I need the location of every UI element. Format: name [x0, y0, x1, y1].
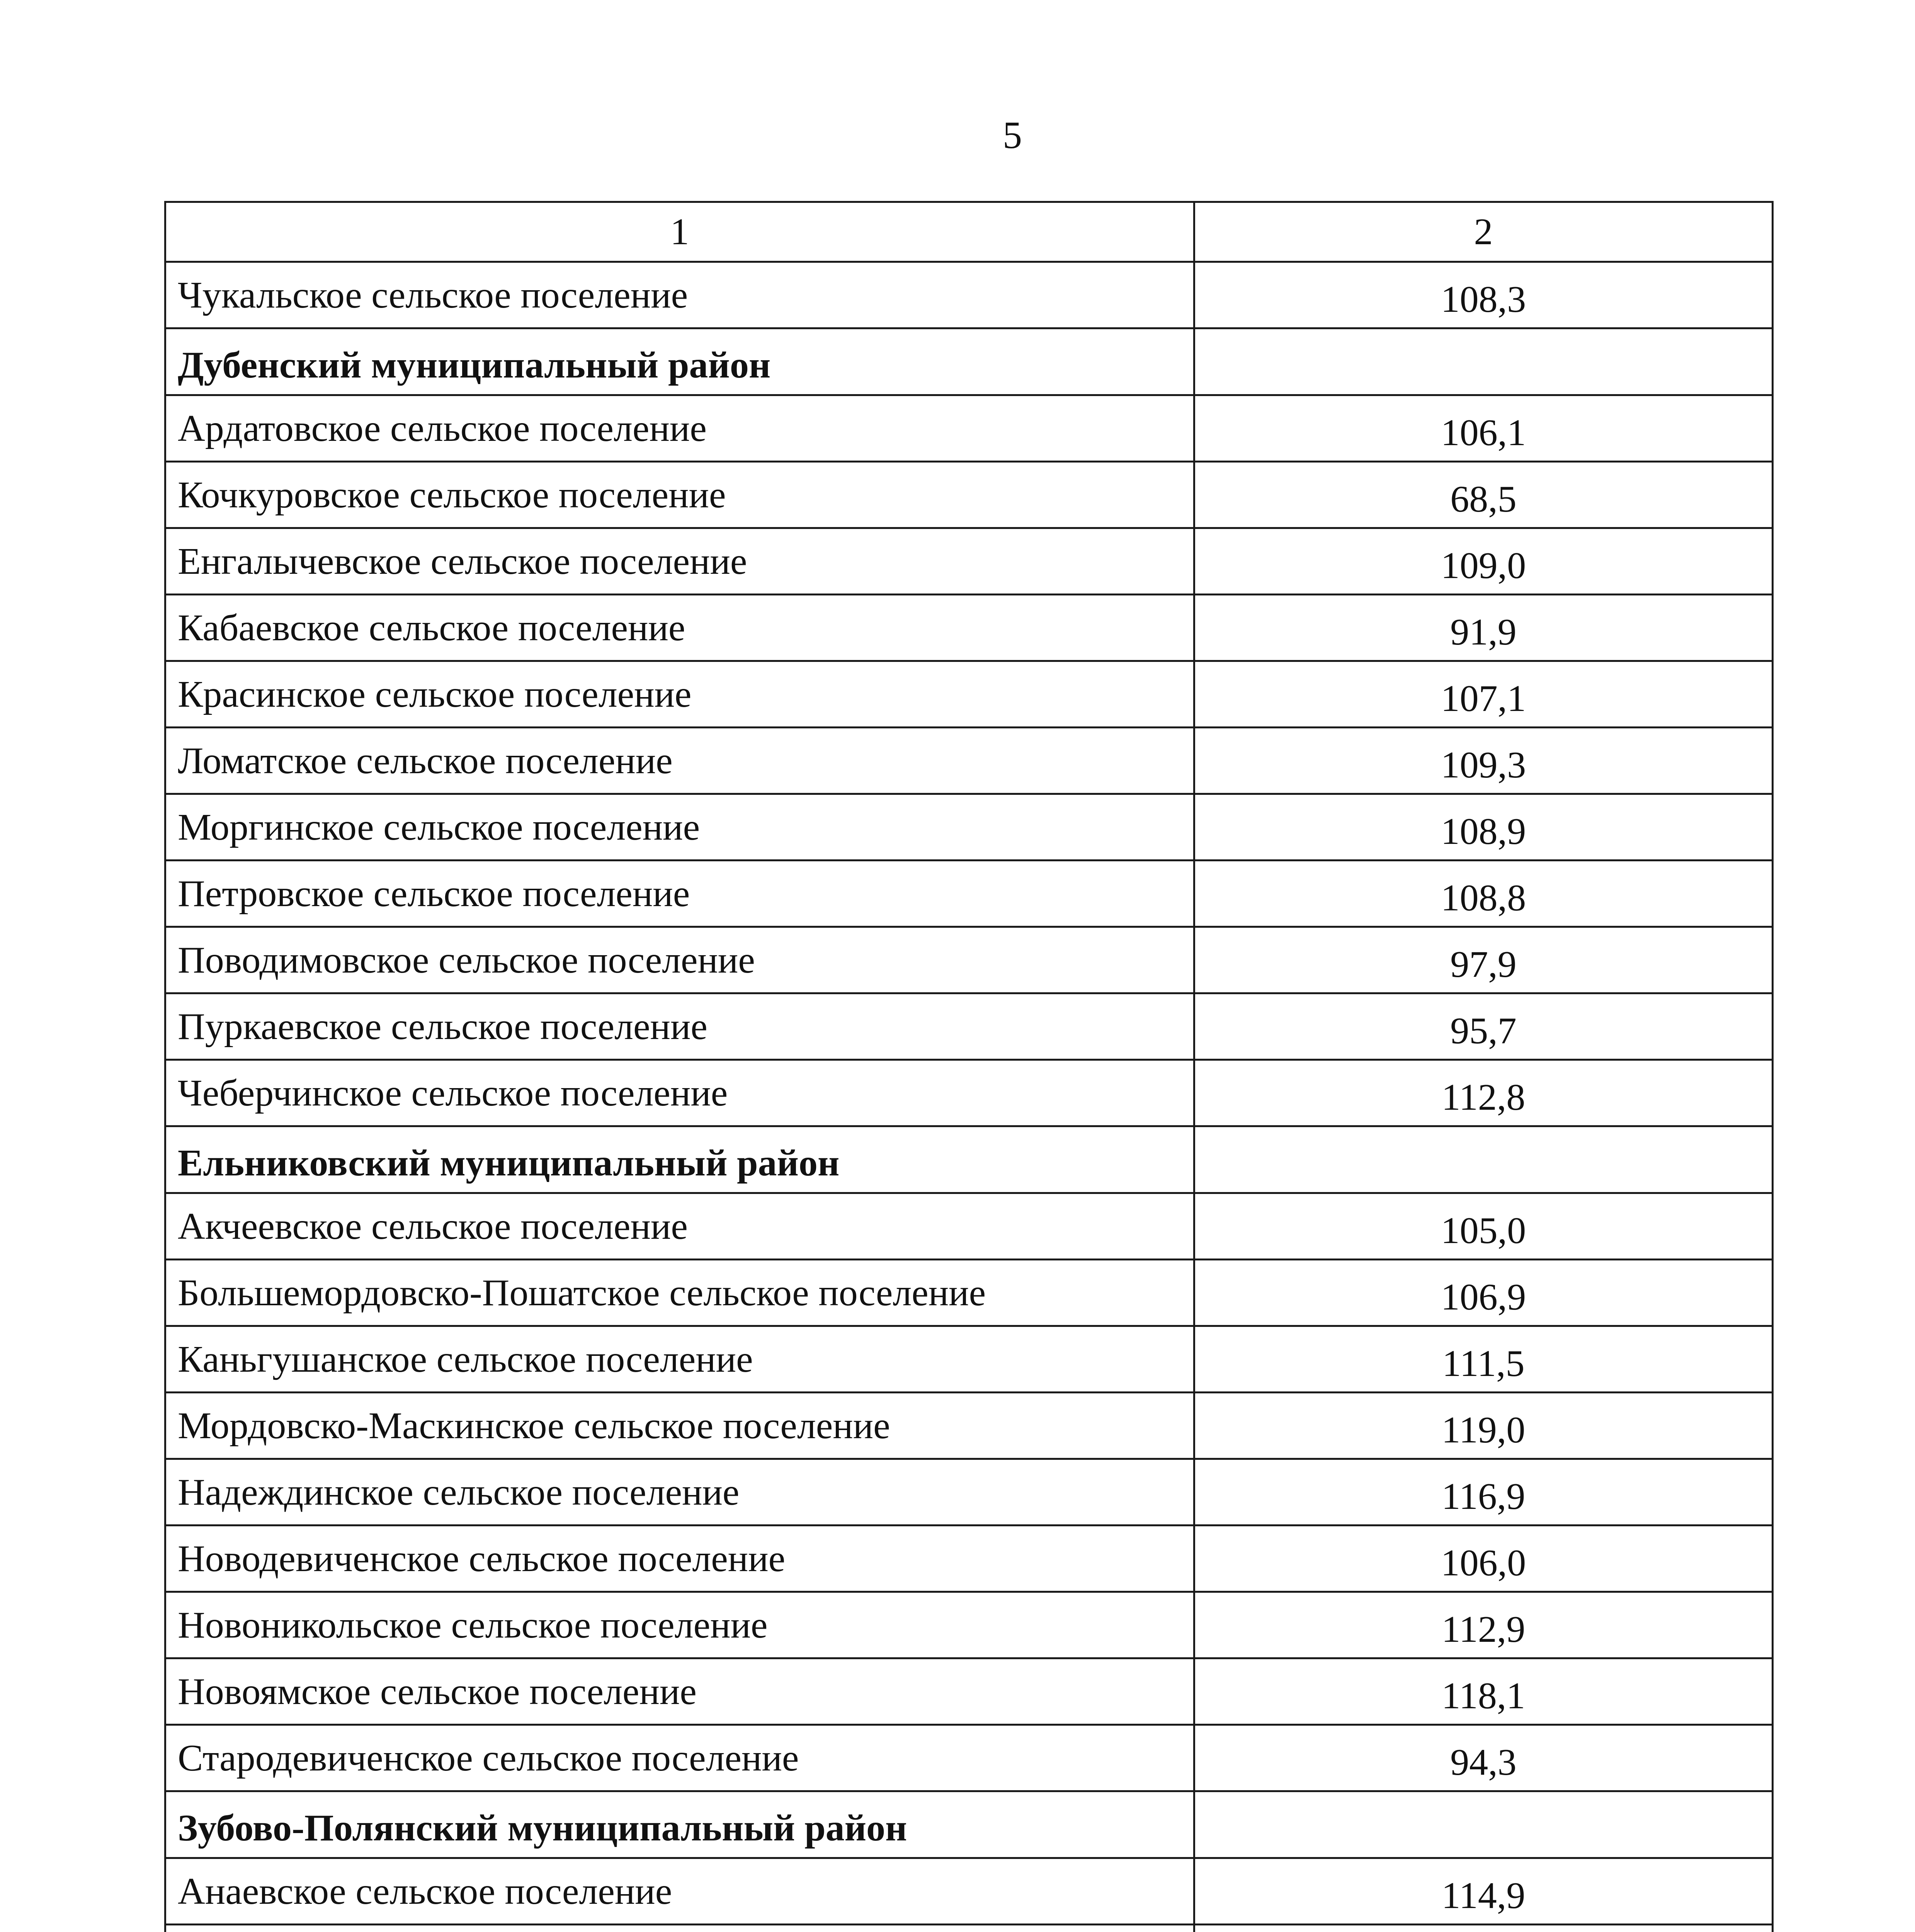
indicator-value: 108,3 — [1194, 262, 1773, 328]
indicator-value: 91,9 — [1194, 595, 1773, 661]
settlement-name: Чукальское сельское поселение — [165, 262, 1194, 328]
indicator-value: 112,8 — [1194, 1060, 1773, 1126]
settlement-name: Пуркаевское сельское поселение — [165, 993, 1194, 1060]
indicator-value: 95,7 — [1194, 993, 1773, 1060]
settlement-name: Ардатовское сельское поселение — [165, 395, 1194, 462]
district-name: Зубово-Полянский муниципальный район — [165, 1791, 1194, 1858]
settlement-name: Каньгушанское сельское поселение — [165, 1326, 1194, 1393]
table-row — [165, 1393, 1773, 1459]
settlement-name: Анаевское сельское поселение — [165, 1858, 1194, 1925]
indicator-value: 108,8 — [1194, 861, 1773, 927]
settlement-name: Красинское сельское поселение — [165, 661, 1194, 728]
indicator-value: 106,9 — [1194, 1260, 1773, 1326]
indicator-value — [1194, 1791, 1773, 1858]
district-name: Дубенский муниципальный район — [165, 328, 1194, 395]
table-row — [165, 395, 1773, 462]
data-table — [164, 201, 1774, 1932]
table-header-row — [165, 202, 1773, 262]
settlement-name: Енгалычевское сельское поселение — [165, 528, 1194, 595]
indicator-value — [1194, 1126, 1773, 1193]
indicator-value: 114,9 — [1194, 1858, 1773, 1925]
table-row — [165, 1858, 1773, 1925]
indicator-value: 108,9 — [1194, 794, 1773, 861]
settlement-name: Надеждинское сельское поселение — [165, 1459, 1194, 1526]
district-heading-row — [165, 1126, 1773, 1193]
table-row — [165, 861, 1773, 927]
settlement-name: Кабаевское сельское поселение — [165, 595, 1194, 661]
settlement-name: Моргинское сельское поселение — [165, 794, 1194, 861]
settlement-name: Акчеевское сельское поселение — [165, 1193, 1194, 1260]
table-row — [165, 1526, 1773, 1592]
indicator-value: 107,1 — [1194, 661, 1773, 728]
table-row — [165, 1925, 1773, 1932]
settlement-name: Поводимовское сельское поселение — [165, 927, 1194, 993]
table-row — [165, 528, 1773, 595]
settlement-name: Стародевиченское сельское поселение — [165, 1725, 1194, 1791]
settlement-name: Новодевиченское сельское поселение — [165, 1526, 1194, 1592]
settlement-name — [165, 1925, 1194, 1932]
indicator-value: 119,0 — [1194, 1393, 1773, 1459]
settlement-name: Кочкуровское сельское поселение — [165, 462, 1194, 528]
district-heading-row — [165, 1791, 1773, 1858]
indicator-value: 97,9 — [1194, 927, 1773, 993]
table-row — [165, 262, 1773, 328]
page-number: 5 — [1003, 114, 1022, 156]
table-row — [165, 595, 1773, 661]
indicator-value: 109,3 — [1194, 728, 1773, 794]
column-header-2: 2 — [1194, 202, 1773, 262]
indicator-value: 106,1 — [1194, 395, 1773, 462]
indicator-value: 105,0 — [1194, 1193, 1773, 1260]
district-heading-row — [165, 328, 1773, 395]
table-row — [165, 1658, 1773, 1725]
indicator-value — [1194, 1925, 1773, 1932]
table-row — [165, 1725, 1773, 1791]
table-row — [165, 1459, 1773, 1526]
settlement-name: Новоямское сельское поселение — [165, 1658, 1194, 1725]
table-row — [165, 1193, 1773, 1260]
indicator-value — [1194, 328, 1773, 395]
table-row — [165, 927, 1773, 993]
table-row — [165, 661, 1773, 728]
indicator-value: 94,3 — [1194, 1725, 1773, 1791]
table-row — [165, 728, 1773, 794]
settlement-name: Чеберчинское сельское поселение — [165, 1060, 1194, 1126]
settlement-name: Петровское сельское поселение — [165, 861, 1194, 927]
settlement-name: Мордовско-Маскинское сельское поселение — [165, 1393, 1194, 1459]
table-row — [165, 1326, 1773, 1393]
indicator-value: 112,9 — [1194, 1592, 1773, 1658]
indicator-value: 118,1 — [1194, 1658, 1773, 1725]
table-row — [165, 1592, 1773, 1658]
indicator-value: 106,0 — [1194, 1526, 1773, 1592]
table-row — [165, 1260, 1773, 1326]
column-header-1: 1 — [165, 202, 1194, 262]
settlement-name: Новоникольское сельское поселение — [165, 1592, 1194, 1658]
table-row — [165, 1060, 1773, 1126]
table-row — [165, 462, 1773, 528]
indicator-value: 116,9 — [1194, 1459, 1773, 1526]
settlement-name: Ломатское сельское поселение — [165, 728, 1194, 794]
indicator-value: 109,0 — [1194, 528, 1773, 595]
district-name: Ельниковский муниципальный район — [165, 1126, 1194, 1193]
settlement-name: Большемордовско-Пошатское сельское поселение — [165, 1260, 1194, 1326]
indicator-value: 111,5 — [1194, 1326, 1773, 1393]
table-row — [165, 993, 1773, 1060]
table-row — [165, 794, 1773, 861]
indicator-value: 68,5 — [1194, 462, 1773, 528]
